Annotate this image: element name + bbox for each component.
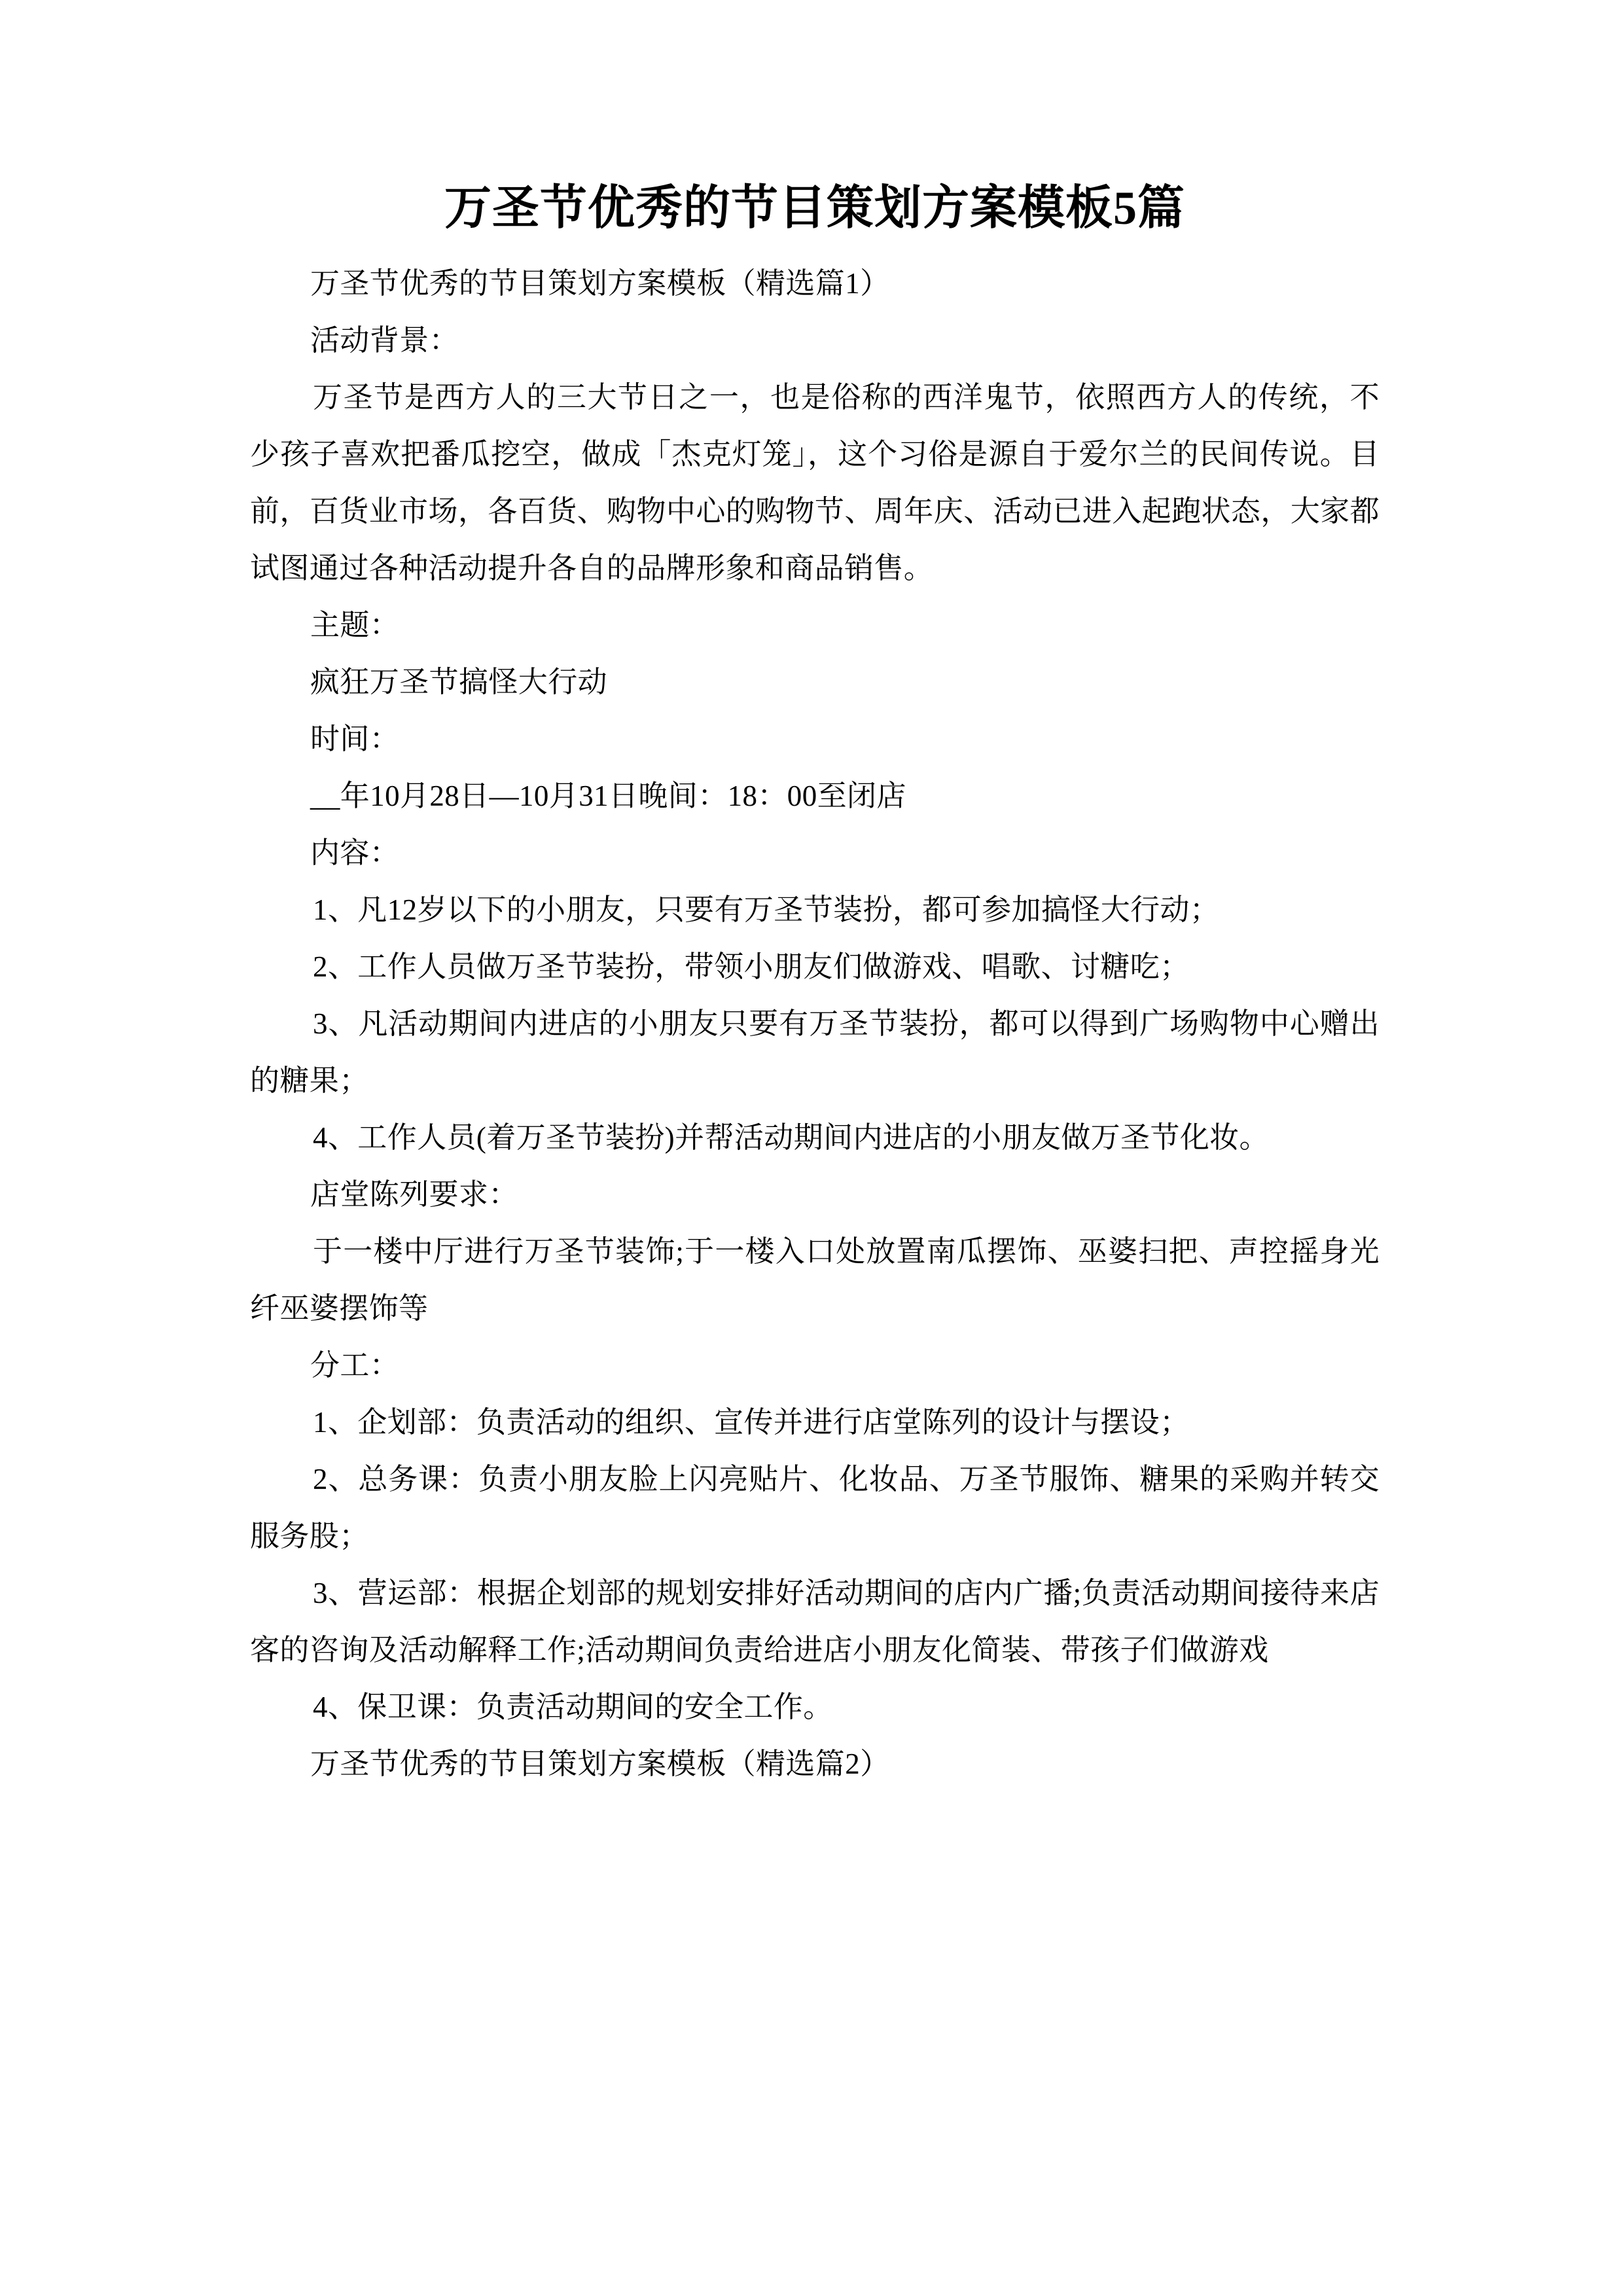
paragraph-label-division: 分工： (310, 1349, 400, 1382)
paragraph-time-value: __年10月28日—10月31日晚间：18：00至闭店 (310, 780, 906, 813)
paragraph-label-time: 时间： (310, 723, 400, 756)
paragraph-division-item-3: 3、营运部：根据企划部的规划安排好活动期间的店内广播;负责活动期间接待来店客的咨询及活动解释工作;活动期间负责给进店小朋友化简装、带孩子们做游戏 (250, 1577, 1380, 1667)
paragraph-heading-section-2: 万圣节优秀的节目策划方案模板（精选篇2） (310, 1748, 890, 1781)
paragraph-content-item-3: 3、凡活动期间内进店的小朋友只要有万圣节装扮，都可以得到广场购物中心赠出的糖果； (250, 1007, 1380, 1098)
paragraph-content-item-4: 4、工作人员(着万圣节装扮)并帮活动期间内进店的小朋友做万圣节化妆。 (313, 1121, 1270, 1155)
paragraph-division-item-4: 4、保卫课：负责活动期间的安全工作。 (313, 1691, 833, 1724)
paragraph-label-content: 内容： (310, 836, 400, 870)
paragraph-theme-value: 疯狂万圣节搞怪大行动 (310, 666, 608, 699)
paragraph-heading-section-1: 万圣节优秀的节目策划方案模板（精选篇1） (310, 267, 890, 300)
paragraph-content-item-2: 2、工作人员做万圣节装扮，带领小朋友们做游戏、唱歌、讨糖吃； (313, 950, 1190, 984)
paragraph-label-background: 活动背景： (310, 324, 459, 357)
paragraph-background-body: 万圣节是西方人的三大节日之一，也是俗称的西洋鬼节，依照西方人的传统，不少孩子喜欢把番瓜挖空，做成「杰克灯笼」，这个习俗是源自于爱尔兰的民间传说。目前，百货业市场，各百货、购物中心的购物节、周年庆、活动已进入起跑状态，大家都试图通过各种活动提升各自的品牌形象和商品销售。 (250, 381, 1380, 585)
page-title: 万圣节优秀的节目策划方案模板5篇 (444, 182, 1185, 234)
paragraph-division-item-2: 2、总务课：负责小朋友脸上闪亮贴片、化妆品、万圣节服饰、糖果的采购并转交服务股； (250, 1463, 1380, 1553)
paragraph-label-display-requirements: 店堂陈列要求： (310, 1178, 518, 1211)
paragraph-label-theme: 主题： (310, 609, 400, 642)
paragraph-content-item-1: 1、凡12岁以下的小朋友，只要有万圣节装扮，都可参加搞怪大行动； (313, 893, 1220, 927)
document-content (250, 178, 1380, 1793)
paragraph-display-requirements-body: 于一楼中厅进行万圣节装饰;于一楼入口处放置南瓜摆饰、巫婆扫把、声控摇身光纤巫婆摆饰等 (250, 1235, 1380, 1325)
paragraph-division-item-1: 1、企划部：负责活动的组织、宣传并进行店堂陈列的设计与摆设； (313, 1406, 1190, 1439)
